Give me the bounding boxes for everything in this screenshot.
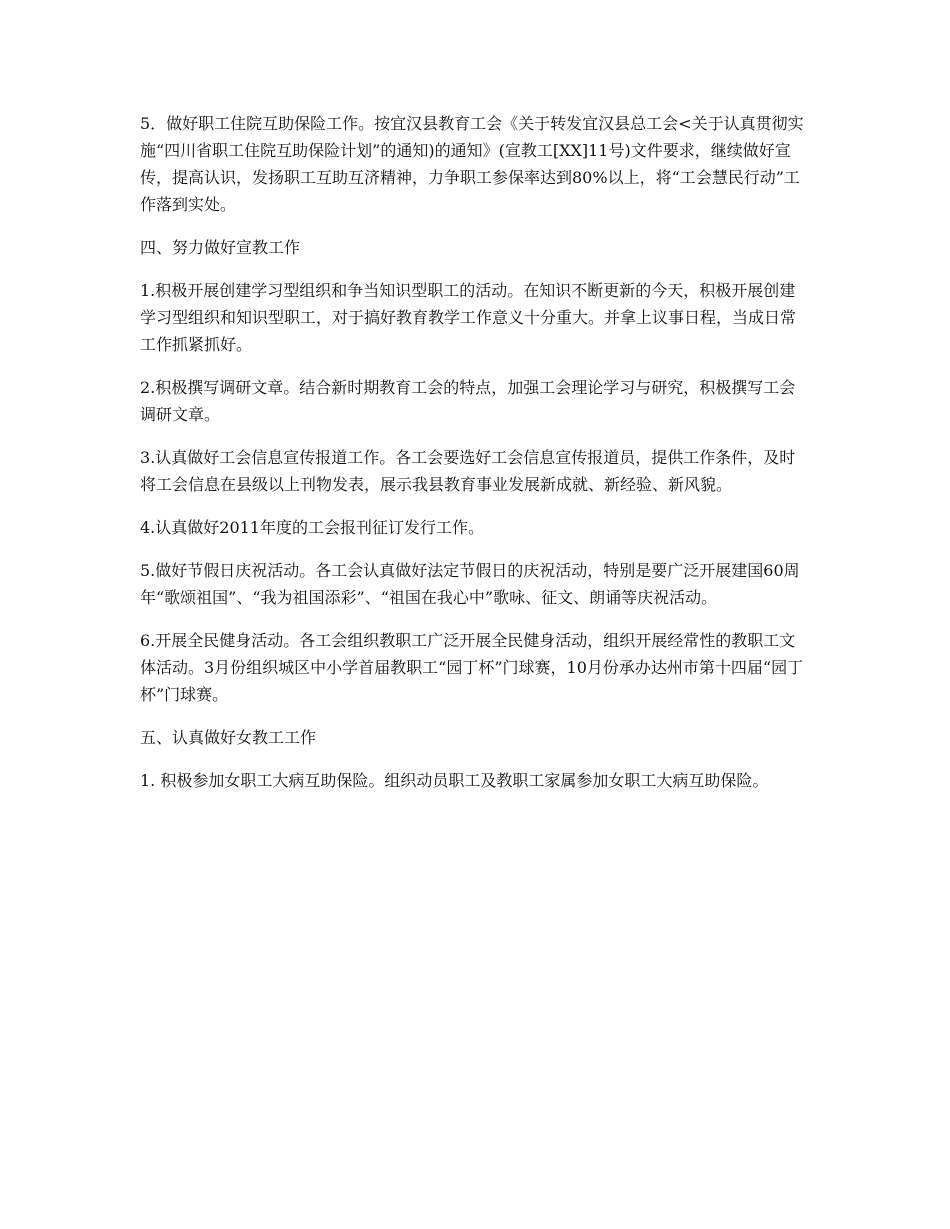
paragraph-item-2-research-articles: 2.积极撰写调研文章。结合新时期教育工会的特点，加强工会理论学习与研究，积极撰写工会调研文章。 [140,378,796,424]
paragraph-item-5-mutual-insurance: 5．做好职工住院互助保险工作。按宜汉县教育工会《关于转发宜汉县总工会<关于认真贯彻实施“四川省职工住院互助保险计划”的通知)的通知》(宣教工[XX]11号)文件要求，继续做好宣传，提高认识，发扬职工互助互济精神，力争职工参保率达到80%以上，将“工会慧民行动”工作落到实处。 [140,114,804,214]
paragraph-item-1-learning-organization: 1.积极开展创建学习型组织和争当知识型职工的活动。在知识不断更新的今天，积极开展创建学习型组织和知识型职工，对于搞好教育教学工作意义十分重大。并拿上议事日程，当成日常工作抓紧抓好。 [140,281,797,354]
document-page [140,110,810,810]
paragraph-item-1-women-insurance: 1. 积极参加女职工大病互助保险。组织动员职工及教职工家属参加女职工大病互助保险。 [140,771,769,790]
paragraph-item-5-holiday-celebrations: 5.做好节假日庆祝活动。各工会认真做好法定节假日的庆祝活动，特别是要广泛开展建国60周年“歌颂祖国”、“我为祖国添彩”、“祖国在我心中”歌咏、征文、朗诵等庆祝活动。 [140,561,800,607]
paragraph-item-6-fitness-activities: 6.开展全民健身活动。各工会组织教职工广泛开展全民健身活动，组织开展经常性的教职工文体活动。3月份组织城区中小学首届教职工“园丁杯”门球赛，10月份承办达州市第十四届“园丁杯”门球赛。 [140,631,804,704]
section-heading-5: 五、认真做好女教工工作 [140,728,317,747]
paragraph-item-4-subscriptions: 4.认真做好2011年度的工会报刊征订发行工作。 [140,518,484,537]
section-heading-4: 四、努力做好宣教工作 [140,238,301,257]
paragraph-item-3-publicity-reporting: 3.认真做好工会信息宣传报道工作。各工会要选好工会信息宣传报道员，提供工作条件，及时将工会信息在县级以上刊物发表，展示我县教育事业发展新成就、新经验、新风貌。 [140,448,796,494]
